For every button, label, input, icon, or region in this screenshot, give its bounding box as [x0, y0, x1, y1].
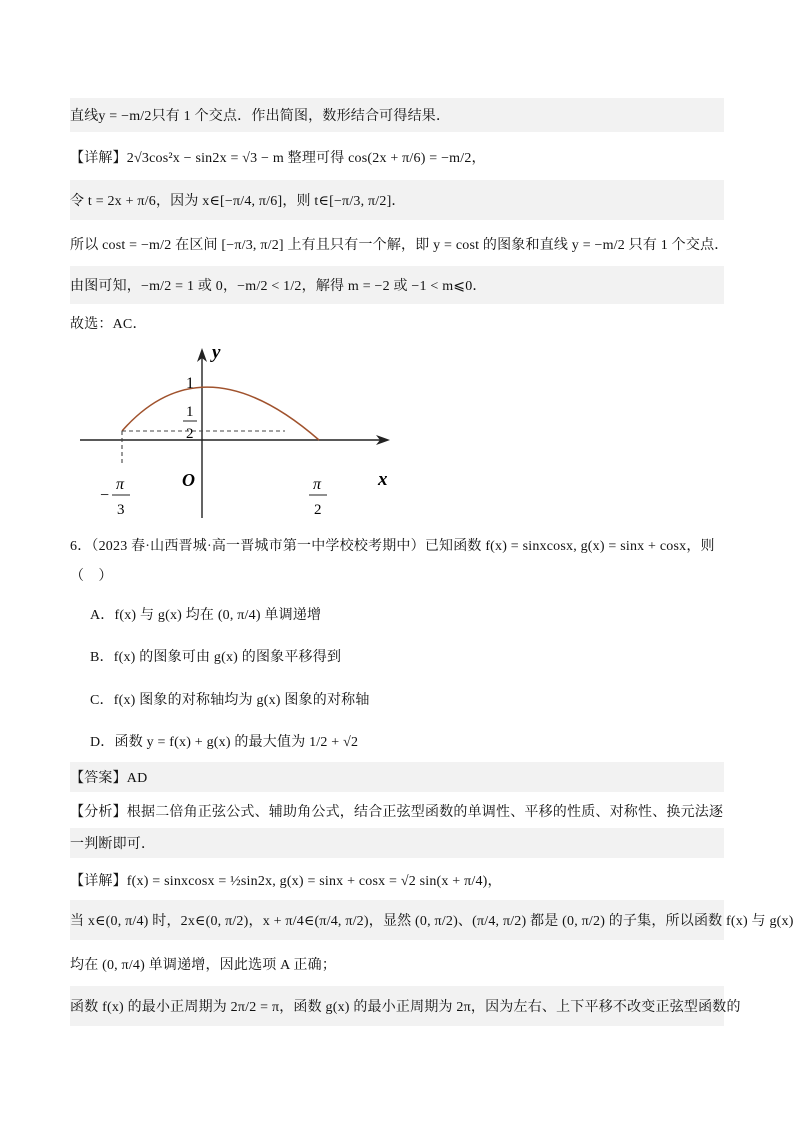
detail-3-text: 均在 (0, π/4) 单调递增，因此选项 A 正确；	[70, 958, 337, 973]
line-6-text: 故选：AC．	[70, 317, 147, 332]
line-3-text: 令 t = 2x + π/6，因为 x∈[−π/4, π/6]，则 t∈[−π/3, π/2]．	[70, 194, 406, 209]
question-6-blank-text: （ ）	[70, 569, 113, 584]
option-c	[90, 683, 690, 715]
text-line-3	[70, 180, 724, 220]
y-tick-half-num: 1	[186, 404, 194, 420]
x-left-sign: −	[100, 487, 110, 504]
line-4-text: 所以 cost = −m/2 在区间 [−π/3, π/2] 上有且只有一个解，即 y = cost 的图象和直线 y = −m/2 只有 1 个交点．	[70, 238, 729, 253]
text-line-4	[70, 224, 729, 264]
option-d	[90, 723, 690, 759]
x-axis-label: x	[378, 469, 388, 490]
cosine-graph	[72, 342, 398, 524]
detail-line-3	[70, 944, 724, 984]
question-6-stem	[70, 532, 724, 558]
text-line-2	[70, 138, 724, 176]
answer-text: 【答案】AD	[70, 771, 148, 786]
detail-line-4	[70, 986, 741, 1026]
cosine-curve	[122, 387, 319, 440]
detail-2-text: 当 x∈(0, π/4) 时，2x∈(0, π/2)，x + π/4∈(π/4, π/2)，显然 (0, π/2)、(π/4, π/2) 都是 (0, π/2) 的子集，所以函数 f(x) 与 g(x)	[70, 914, 794, 929]
line-1-text: 直线y = −m/2只有 1 个交点．作出简图，数形结合可得结果．	[70, 109, 451, 124]
text-line-6	[70, 308, 724, 338]
text-line-1	[70, 98, 724, 132]
option-d-text: D．函数 y = f(x) + g(x) 的最大值为 1/2 + √2	[90, 735, 359, 750]
x-right-num: π	[313, 476, 322, 493]
detail-line-1	[70, 862, 724, 898]
analysis-line-2	[70, 828, 724, 858]
y-tick-half-den: 2	[186, 426, 194, 442]
option-a-text: A．f(x) 与 g(x) 均在 (0, π/4) 单调递增	[90, 608, 322, 623]
analysis-1-text: 【分析】根据二倍角正弦公式、辅助角公式，结合正弦型函数的单调性、平移的性质、对称性、换元法逐	[70, 805, 724, 820]
x-left-num: π	[116, 476, 125, 493]
option-a	[90, 596, 690, 632]
detail-4-text: 函数 f(x) 的最小正周期为 2π/2 = π，函数 g(x) 的最小正周期为 2π，因为左右、上下平移不改变正弦型函数的	[70, 1000, 741, 1015]
option-b-text: B．f(x) 的图象可由 g(x) 的图象平移得到	[90, 650, 342, 665]
answer-line	[70, 762, 724, 792]
question-6-blank	[70, 562, 724, 588]
text-line-5	[70, 266, 724, 304]
line-2-text: 【详解】2√3cos²x − sin2x = √3 − m 整理可得 cos(2x + π/6) = −m/2，	[70, 151, 486, 166]
analysis-line-1	[70, 796, 724, 826]
line-5-text: 由图可知，−m/2 = 1 或 0，−m/2 < 1/2，解得 m = −2 或 −1 < m⩽0．	[70, 279, 487, 294]
x-right-den: 2	[314, 502, 322, 518]
y-axis-label: y	[212, 342, 221, 363]
detail-1-text: 【详解】f(x) = sinxcosx = ½sin2x, g(x) = sinx + cosx = √2 sin(x + π/4)，	[70, 874, 502, 889]
x-left-den: 3	[117, 502, 125, 518]
origin-label: O	[182, 470, 195, 490]
option-c-text: C．f(x) 图象的对称轴均为 g(x) 图象的对称轴	[90, 693, 370, 708]
question-6-text: 6．（2023 春·山西晋城·高一晋城市第一中学校校考期中）已知函数 f(x) = sinxcosx, g(x) = sinx + cosx，则	[70, 539, 715, 554]
detail-line-2	[70, 900, 794, 940]
analysis-2-text: 一判断即可．	[70, 837, 156, 852]
graph-svg	[72, 342, 398, 524]
y-tick-one: 1	[186, 375, 194, 392]
option-b	[90, 640, 690, 672]
